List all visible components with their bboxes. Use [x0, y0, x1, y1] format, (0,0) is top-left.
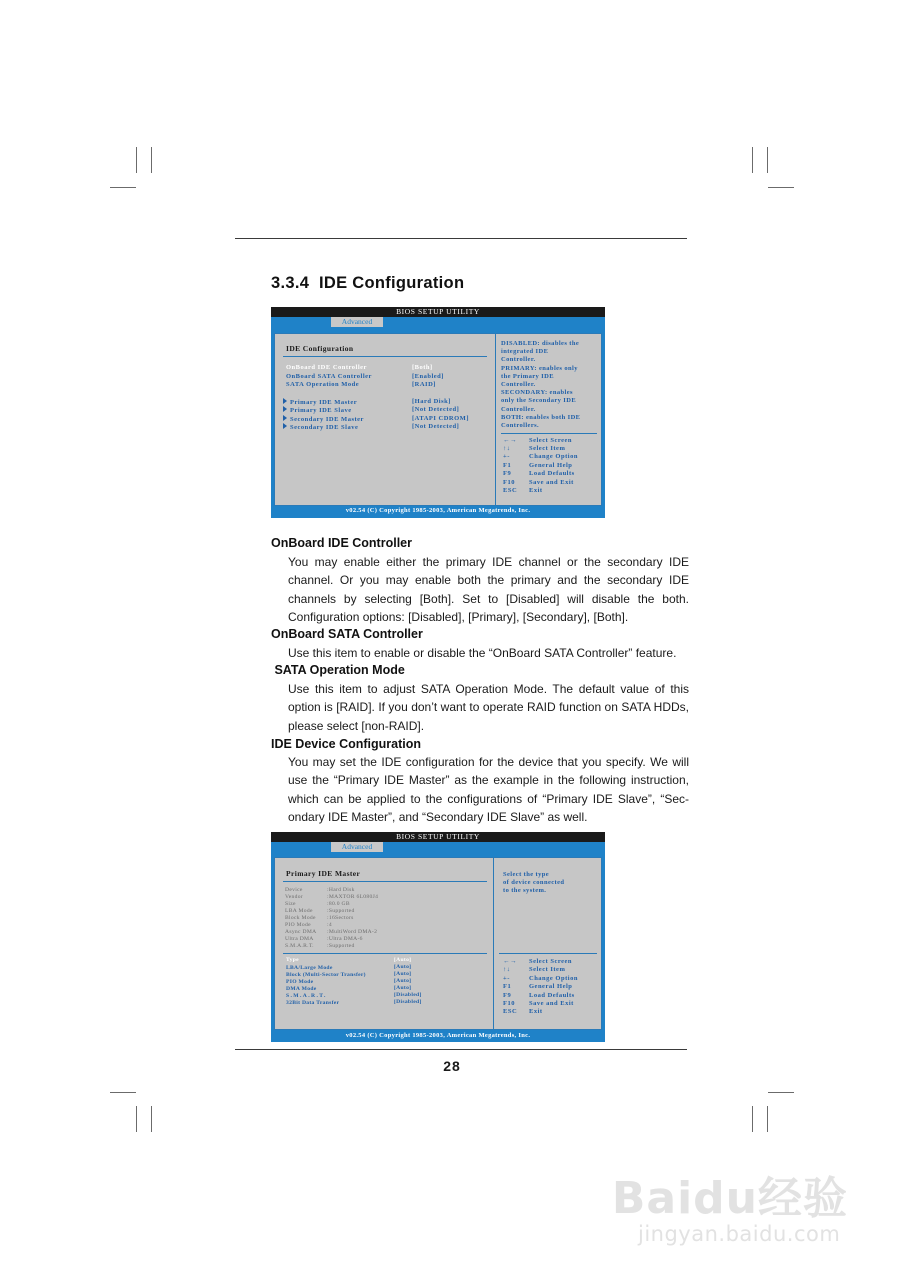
bios-header: BIOS SETUP UTILITY — [271, 307, 605, 317]
device-info-row — [285, 943, 355, 949]
crop-mark — [768, 1092, 794, 1093]
panel-title: Primary IDE Master — [286, 869, 361, 878]
setting-label: OnBoard SATA Controller — [286, 373, 372, 380]
page-number: 28 — [443, 1058, 461, 1074]
paragraph-sata-operation-mode: Use this item to adjust SATA Operation Mode. The default value of this option is [RAID]. If you don’t want to operate RAID function on SATA HDDs, please select [non-RAID]. — [288, 682, 689, 733]
key-help-row — [503, 983, 572, 990]
key-label: ↑↓ — [503, 966, 511, 973]
submenu-arrow-icon — [283, 398, 287, 404]
help-divider — [499, 953, 597, 954]
submenu-secondary-ide-slave[interactable] — [283, 423, 358, 431]
key-description: Change Option — [529, 975, 578, 982]
bios-screen-ide-configuration — [271, 307, 605, 518]
option-type[interactable] — [286, 957, 299, 963]
key-label: ↑↓ — [503, 445, 511, 452]
help-line: PRIMARY: enables only — [501, 364, 578, 372]
option-value: [Auto] — [394, 957, 412, 963]
help-line: SECONDARY: enables — [501, 389, 573, 397]
crop-mark — [752, 1106, 753, 1132]
option-dma-mode[interactable] — [286, 986, 317, 992]
heading-onboard-ide-controller: OnBoard IDE Controller — [271, 536, 412, 550]
key-label: ESC — [503, 487, 518, 494]
section-heading: IDE Configuration — [318, 274, 465, 292]
setting-label: Primary IDE Master — [290, 399, 358, 406]
key-label: +- — [503, 453, 510, 460]
option-smart[interactable] — [286, 993, 327, 999]
bios-screen-primary-ide-master — [271, 832, 605, 1042]
key-description: Save and Exit — [529, 1000, 574, 1007]
watermark-url: jingyan.baidu.com — [638, 1222, 841, 1246]
paragraph-onboard-ide-controller: You may enable either the primary IDE channel or the secondary IDE channel. Or you may enable both the primary and the secondary IDE channels by selecting [Both]. Set to [Disabled] will disable the both. Configuration options: [Disabled], [Primary], [Secondary], [Both]. — [288, 555, 689, 624]
setting-label: Secondary IDE Master — [290, 416, 364, 423]
key-description: Change Option — [529, 453, 578, 460]
key-description: Save and Exit — [529, 479, 574, 486]
key-help-row — [503, 453, 578, 460]
option-value: [Auto] — [394, 971, 412, 977]
setting-onboard-ide-controller[interactable] — [286, 364, 367, 371]
key-description: General Help — [529, 462, 573, 469]
paragraph-onboard-sata-controller: Use this item to enable or disable the “OnBoard SATA Controller” feature. — [288, 646, 677, 660]
option-label: S.M.A.R.T. — [286, 993, 327, 999]
title-underline — [283, 356, 487, 357]
crop-mark — [136, 1106, 137, 1132]
setting-value: [Hard Disk] — [412, 398, 451, 405]
help-line: Controller. — [501, 405, 536, 413]
key-label: F10 — [503, 1000, 515, 1007]
section-title — [271, 274, 464, 293]
help-line: Controller. — [501, 356, 536, 364]
option-label: 32Bit Data Transfer — [286, 1000, 340, 1006]
help-text — [501, 340, 580, 430]
key-label: F1 — [503, 983, 512, 990]
help-line: DISABLED: disables the — [501, 340, 580, 347]
submenu-secondary-ide-master[interactable] — [283, 415, 364, 423]
device-info-row — [285, 908, 355, 914]
info-label: PIO Mode — [285, 922, 311, 928]
setting-value: [Enabled] — [412, 373, 444, 380]
key-label: +- — [503, 975, 510, 982]
info-label: Vendor — [285, 894, 303, 900]
help-line: Controller. — [501, 381, 536, 389]
setting-onboard-sata-controller[interactable] — [286, 373, 372, 380]
key-help-row — [503, 487, 543, 494]
option-lba-large-mode[interactable] — [286, 965, 333, 971]
setting-label: Primary IDE Slave — [290, 407, 352, 414]
help-line: of device connected — [503, 879, 565, 887]
key-help-row — [503, 437, 572, 444]
key-help-row — [503, 958, 572, 965]
key-help-row — [503, 1000, 574, 1007]
option-32bit-data-transfer[interactable] — [286, 1000, 339, 1006]
crop-mark — [110, 187, 136, 188]
info-value: :Ultra DMA-6 — [327, 936, 363, 942]
key-label: F9 — [503, 992, 512, 999]
footer-rule — [235, 1049, 687, 1050]
tab-advanced[interactable]: Advanced — [331, 842, 383, 852]
option-value: [Disabled] — [394, 999, 422, 1005]
key-help-row — [503, 992, 575, 999]
info-value: :4 — [327, 922, 332, 928]
option-value: [Disabled] — [394, 992, 422, 998]
bios-tab-bar — [271, 317, 605, 327]
key-description: Select Item — [529, 966, 566, 973]
heading-sata-operation-mode: SATA Operation Mode — [271, 663, 405, 677]
submenu-arrow-icon — [283, 406, 287, 412]
key-label: ←→ — [503, 437, 517, 444]
option-pio-mode[interactable] — [286, 979, 313, 985]
help-line: Controllers. — [501, 422, 540, 430]
paragraph-ide-device-configuration: You may set the IDE configuration for the device that you specify. We will use the “Primary IDE Master” as the example in the following instruction, which can be applied to the configurations of “Primary IDE Slave”, “Sec-ondary IDE Master”, and “Secondary IDE Slave” as well. — [288, 755, 689, 824]
submenu-primary-ide-slave[interactable] — [283, 406, 352, 414]
option-label: Type — [286, 957, 299, 963]
key-description: Load Defaults — [529, 992, 575, 999]
option-block-mode[interactable] — [286, 972, 366, 978]
key-label: F9 — [503, 470, 512, 477]
info-value: :16Sectors — [327, 915, 354, 921]
setting-sata-operation-mode[interactable] — [286, 381, 359, 388]
option-label: Block (Multi-Sector Transfer) — [286, 972, 366, 978]
heading-onboard-sata-controller: OnBoard SATA Controller — [271, 627, 423, 641]
info-label: Ultra DMA — [285, 936, 314, 942]
section-number: 3.3.4 — [271, 274, 310, 292]
title-underline — [283, 881, 487, 882]
key-help-row — [503, 1008, 543, 1015]
tab-advanced[interactable]: Advanced — [331, 317, 383, 327]
bios-header: BIOS SETUP UTILITY — [271, 832, 605, 842]
key-label: ←→ — [503, 958, 517, 965]
device-info-row — [285, 901, 350, 907]
submenu-primary-ide-master[interactable] — [283, 398, 357, 406]
device-info-row — [285, 922, 332, 928]
setting-value: [Not Detected] — [412, 406, 460, 413]
info-label: Block Mode — [285, 915, 316, 921]
submenu-arrow-icon — [283, 423, 287, 429]
info-label: Device — [285, 887, 303, 893]
key-help-row — [503, 462, 572, 469]
setting-label: SATA Operation Mode — [286, 381, 360, 388]
info-value: :Supported — [327, 943, 355, 949]
key-description: Select Item — [529, 445, 566, 452]
help-line: integrated IDE — [501, 348, 549, 356]
info-label: Size — [285, 901, 296, 907]
key-help-row — [503, 479, 574, 486]
crop-mark — [136, 147, 137, 173]
setting-label: Secondary IDE Slave — [290, 424, 359, 431]
key-description: Select Screen — [529, 958, 573, 965]
info-value: :80.0 GB — [327, 901, 350, 907]
key-description: Load Defaults — [529, 470, 575, 477]
device-info-row — [285, 915, 354, 921]
info-value: :Supported — [327, 908, 355, 914]
options-divider — [283, 953, 487, 954]
key-label: ESC — [503, 1008, 518, 1015]
help-line: Select the type — [503, 871, 550, 878]
option-label: DMA Mode — [286, 986, 317, 992]
device-info-row — [285, 936, 363, 942]
help-line: only the Secondary IDE — [501, 397, 577, 405]
crop-mark — [767, 147, 768, 173]
crop-mark — [151, 1106, 152, 1132]
key-description: Select Screen — [529, 437, 573, 444]
option-value: [Auto] — [394, 978, 412, 984]
setting-value: [Both] — [412, 364, 433, 371]
crop-mark — [752, 147, 753, 173]
crop-mark — [110, 1092, 136, 1093]
bios-footer: v02.54 (C) Copyright 1985-2003, American Megatrends, Inc. — [345, 1032, 531, 1039]
panel-title: IDE Configuration — [286, 344, 354, 353]
key-label: F10 — [503, 479, 515, 486]
key-label: F1 — [503, 462, 512, 469]
crop-mark — [151, 147, 152, 173]
heading-ide-device-configuration: IDE Device Configuration — [271, 737, 422, 751]
key-help-row — [503, 966, 565, 973]
help-divider — [501, 433, 597, 434]
key-description: Exit — [529, 1008, 543, 1015]
key-help-row — [503, 470, 575, 477]
info-value: :MAXTOR 6L080J4 — [327, 894, 379, 900]
panel-divider — [495, 333, 496, 506]
help-line: the Primary IDE — [501, 372, 554, 380]
key-description: Exit — [529, 487, 543, 494]
option-label: LBA/Large Mode — [286, 965, 333, 971]
header-rule — [235, 238, 687, 239]
option-value: [Auto] — [394, 985, 412, 991]
crop-mark — [767, 1106, 768, 1132]
bios-tab-bar — [271, 842, 605, 852]
device-info-row — [285, 887, 355, 893]
setting-value: [Not Detected] — [412, 423, 460, 430]
option-value: [Auto] — [394, 964, 412, 970]
key-help-row — [503, 975, 578, 982]
info-value: :MultiWord DMA-2 — [327, 929, 378, 935]
setting-value: [RAID] — [412, 381, 436, 388]
panel-divider — [493, 857, 494, 1030]
setting-value: [ATAPI CDROM] — [412, 415, 469, 422]
device-info-row — [285, 894, 378, 900]
help-line: BOTH: enables both IDE — [501, 413, 581, 421]
info-label: S.M.A.R.T. — [285, 943, 314, 949]
key-description: General Help — [529, 983, 573, 990]
device-info-row — [285, 929, 377, 935]
info-label: LBA Mode — [285, 908, 313, 914]
watermark-logo: Baidu经验 — [611, 1173, 848, 1224]
key-help-row — [503, 445, 565, 452]
submenu-arrow-icon — [283, 415, 287, 421]
bios-footer: v02.54 (C) Copyright 1985-2003, American Megatrends, Inc. — [345, 507, 531, 514]
help-text — [503, 871, 564, 896]
info-value: :Hard Disk — [327, 887, 355, 893]
crop-mark — [768, 187, 794, 188]
setting-label: OnBoard IDE Controller — [286, 364, 367, 371]
info-label: Async DMA — [285, 929, 317, 935]
option-label: PIO Mode — [286, 979, 314, 985]
help-line: to the system. — [503, 887, 547, 895]
